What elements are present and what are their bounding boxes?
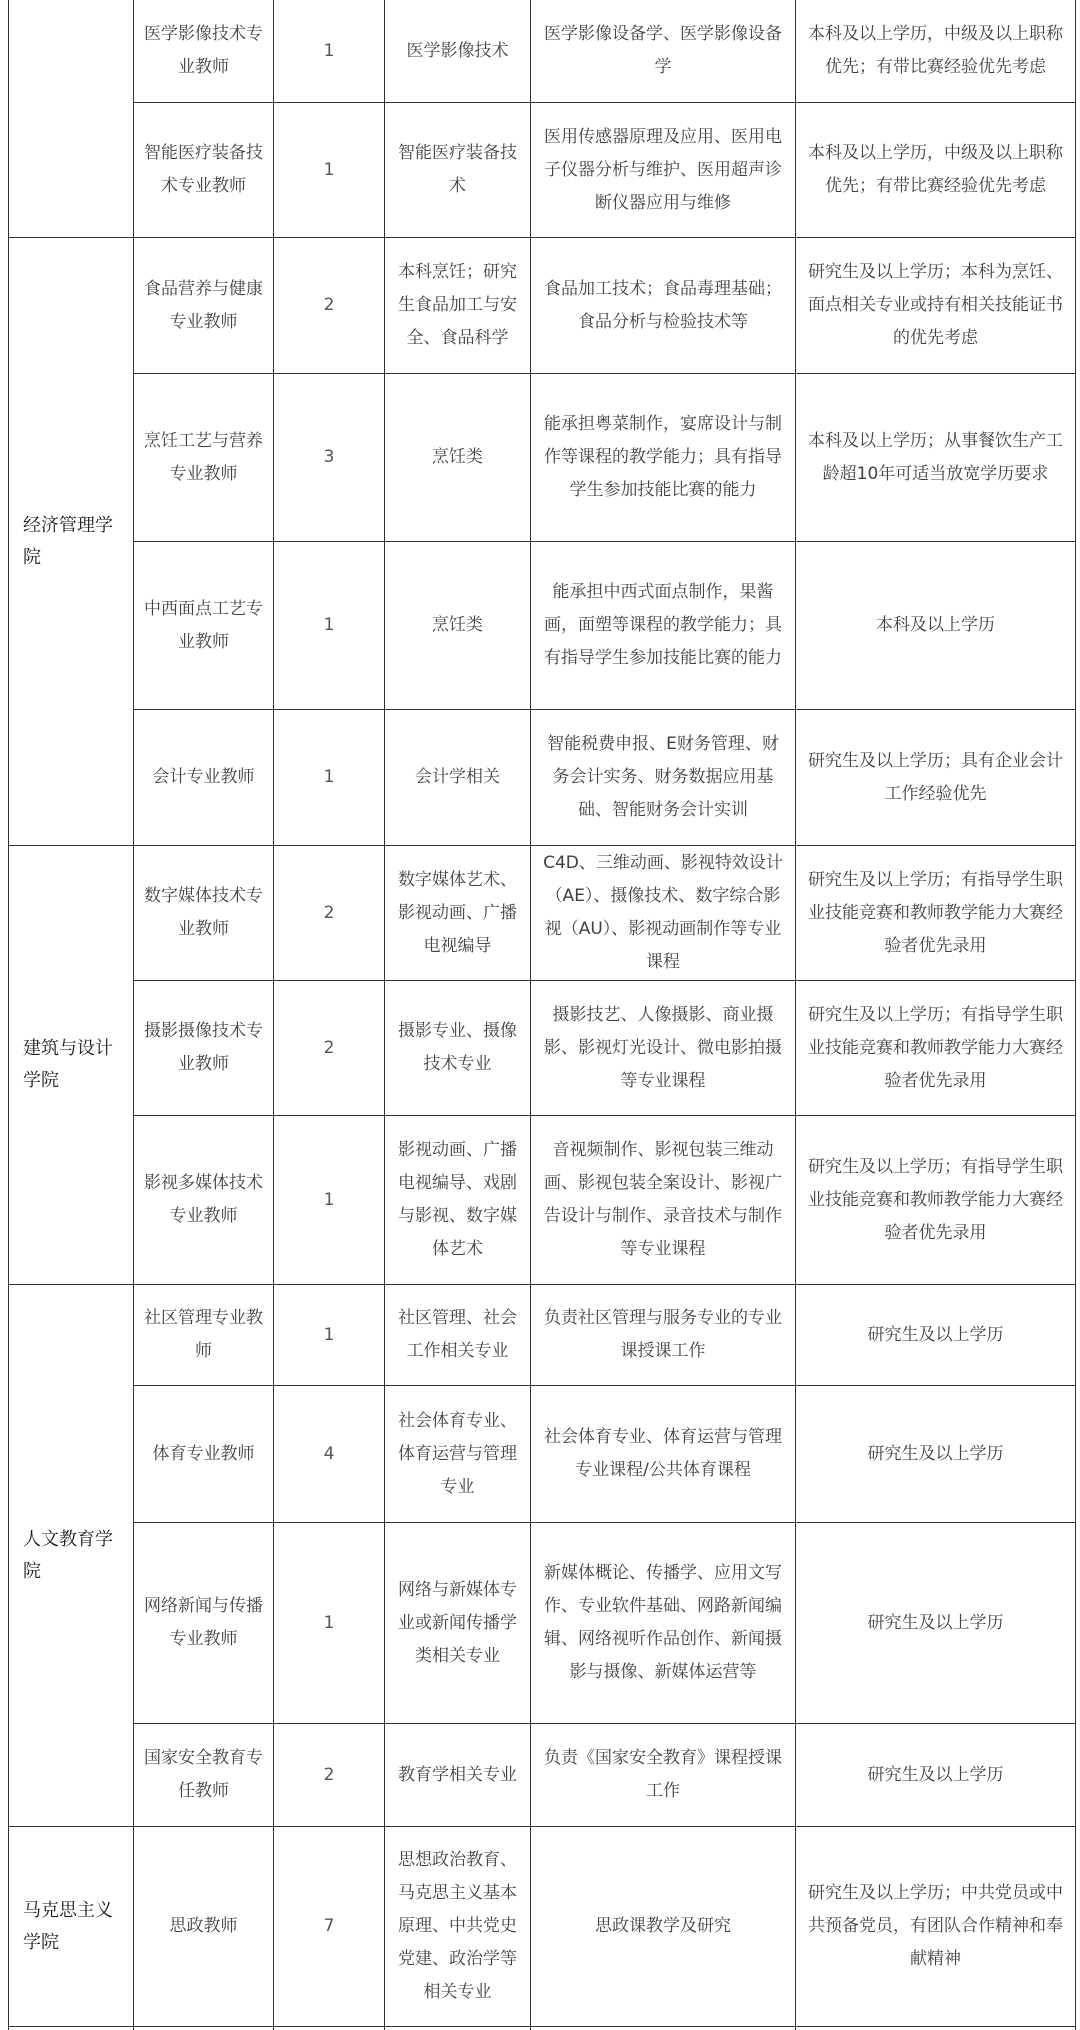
position-cell: 数字媒体技术专业教师: [144, 886, 263, 939]
major-cell: 摄影专业、摄像技术专业: [398, 1021, 517, 1074]
requirements-cell: 研究生及以上学历: [867, 1324, 1004, 1345]
count-cell: 1: [323, 1612, 335, 1633]
position-cell: 思政教师: [169, 1916, 238, 1936]
courses-cell: 社会体育专业、体育运营与管理专业课程/公共体育课程: [544, 1427, 782, 1480]
courses-cell: 负责社区管理与服务专业的专业课授课工作: [544, 1308, 782, 1361]
position-cell: 体育专业教师: [152, 1443, 255, 1464]
requirements-cell: 研究生及以上学历；有指导学生职业技能竞赛和教师教学能力大赛经验者优先录用: [808, 869, 1063, 956]
count-cell: 1: [323, 615, 335, 635]
major-cell: 社会体育专业、体育运营与管理专业: [398, 1410, 517, 1497]
major-cell: 本科烹饪；研究生食品加工与安全、食品科学: [398, 262, 517, 348]
requirements-cell: 本科及以上学历；从事餐饮生产工龄超10年可适当放宽学历要求: [808, 430, 1063, 484]
position-cell: 医学影像技术专业教师: [144, 24, 263, 77]
count-cell: 1: [323, 1324, 335, 1345]
department-cell: 马克思主义学院: [23, 1899, 113, 1953]
position-cell: 会计专业教师: [152, 767, 255, 787]
courses-cell: C4D、三维动画、影视特效设计（AE）、摄像技术、数字综合影视（AU）、影视动画制作等专业课程: [543, 853, 783, 972]
requirements-cell: 研究生及以上学历: [867, 1764, 1004, 1785]
major-cell: 影视动画、广播电视编导、戏剧与影视、数字媒体艺术: [398, 1140, 517, 1259]
position-cell: 社区管理专业教师: [144, 1308, 263, 1361]
major-cell: 教育学相关专业: [398, 1764, 517, 1785]
requirements-cell: 研究生及以上学历；中共党员或中共预备党员，有团队合作精神和奉献精神: [808, 1883, 1063, 1969]
count-cell: 1: [323, 159, 335, 180]
major-cell: 思想政治教育、马克思主义基本原理、中共党史党建、政治学等相关专业: [398, 1850, 517, 2002]
department-cell: [9, 0, 133, 237]
major-cell: 数字媒体艺术、影视动画、广播电视编导: [398, 869, 517, 956]
requirements-cell: 研究生及以上学历；具有企业会计工作经验优先: [808, 750, 1063, 804]
major-cell: 社区管理、社会工作相关专业: [398, 1308, 517, 1361]
requirements-cell: 本科及以上学历: [876, 615, 995, 635]
position-cell: 智能医疗装备技术专业教师: [144, 143, 263, 196]
requirements-cell: 研究生及以上学历；有指导学生职业技能竞赛和教师教学能力大赛经验者优先录用: [808, 1004, 1063, 1091]
courses-cell: 负责《国家安全教育》课程授课工作: [544, 1748, 782, 1801]
count-cell: 2: [323, 295, 335, 315]
position-cell: 网络新闻与传播专业教师: [144, 1596, 263, 1649]
position-cell: 影视多媒体技术专业教师: [144, 1173, 263, 1226]
major-cell: 烹饪类: [432, 447, 483, 467]
department-cell: 建筑与设计学院: [23, 1038, 113, 1091]
courses-cell: 思政课教学及研究: [595, 1916, 731, 1936]
grid-line: [8, 2026, 1076, 2027]
courses-cell: 能承担粤菜制作，宴席设计与制作等课程的教学能力；具有指导学生参加技能比赛的能力: [544, 414, 782, 500]
courses-cell: 智能税费申报、E财务管理、财务会计实务、财务数据应用基础、智能财务会计实训: [547, 734, 779, 820]
courses-cell: 新媒体概论、传播学、应用文写作、专业软件基础、网路新闻编辑、网络视听作品创作、新闻摄影与摄像、新媒体运营等: [544, 1563, 782, 1682]
courses-cell: 摄影技艺、人像摄影、商业摄影、影视灯光设计、微电影拍摄等专业课程: [544, 1004, 782, 1091]
courses-cell: 音视频制作、影视包装三维动画、影视包装全案设计、影视广告设计与制作、录音技术与制作等专业课程: [544, 1140, 782, 1259]
major-cell: 烹饪类: [432, 615, 483, 635]
position-cell: 烹饪工艺与营养专业教师: [144, 430, 263, 484]
requirements-cell: 研究生及以上学历: [867, 1443, 1004, 1464]
position-cell: 摄影摄像技术专业教师: [144, 1021, 263, 1074]
position-cell: 食品营养与健康专业教师: [144, 278, 263, 332]
courses-cell: 能承担中西式面点制作，果酱画，面塑等课程的教学能力；具有指导学生参加技能比赛的能力: [544, 582, 782, 668]
requirements-cell: 研究生及以上学历: [867, 1612, 1004, 1633]
department-cell: 经济管理学院: [23, 514, 113, 568]
major-cell: 会计学相关: [415, 767, 500, 787]
requirements-cell: 本科及以上学历，中级及以上职称优先；有带比赛经验优先考虑: [808, 24, 1063, 77]
count-cell: 2: [323, 1037, 335, 1058]
count-cell: 1: [323, 767, 335, 787]
major-cell: 医学影像技术: [406, 40, 509, 61]
count-cell: 2: [323, 902, 335, 923]
major-cell: 智能医疗装备技术: [398, 143, 517, 196]
courses-cell: 食品加工技术；食品毒理基础；食品分析与检验技术等: [544, 278, 782, 332]
requirements-cell: 研究生及以上学历；有指导学生职业技能竞赛和教师教学能力大赛经验者优先录用: [808, 1156, 1063, 1243]
requirements-cell: 本科及以上学历，中级及以上职称优先；有带比赛经验优先考虑: [808, 143, 1063, 196]
department-cell: 人文教育学院: [23, 1528, 113, 1582]
courses-cell: 医学影像设备学、医学影像设备学: [544, 24, 782, 77]
count-cell: 3: [323, 447, 335, 467]
count-cell: 1: [323, 40, 335, 61]
courses-cell: 医用传感器原理及应用、医用电子仪器分析与维护、医用超声诊断仪器应用与维修: [544, 126, 782, 213]
count-cell: 7: [323, 1916, 335, 1936]
count-cell: 2: [323, 1764, 335, 1785]
count-cell: 4: [323, 1443, 335, 1464]
grid-line: [1075, 0, 1076, 2030]
count-cell: 1: [323, 1189, 335, 1210]
position-cell: 中西面点工艺专业教师: [144, 598, 263, 652]
requirements-cell: 研究生及以上学历；本科为烹饪、面点相关专业或持有相关技能证书的优先考虑: [808, 262, 1063, 348]
major-cell: 网络与新媒体专业或新闻传播学类相关专业: [398, 1579, 517, 1666]
position-cell: 国家安全教育专任教师: [144, 1748, 263, 1801]
